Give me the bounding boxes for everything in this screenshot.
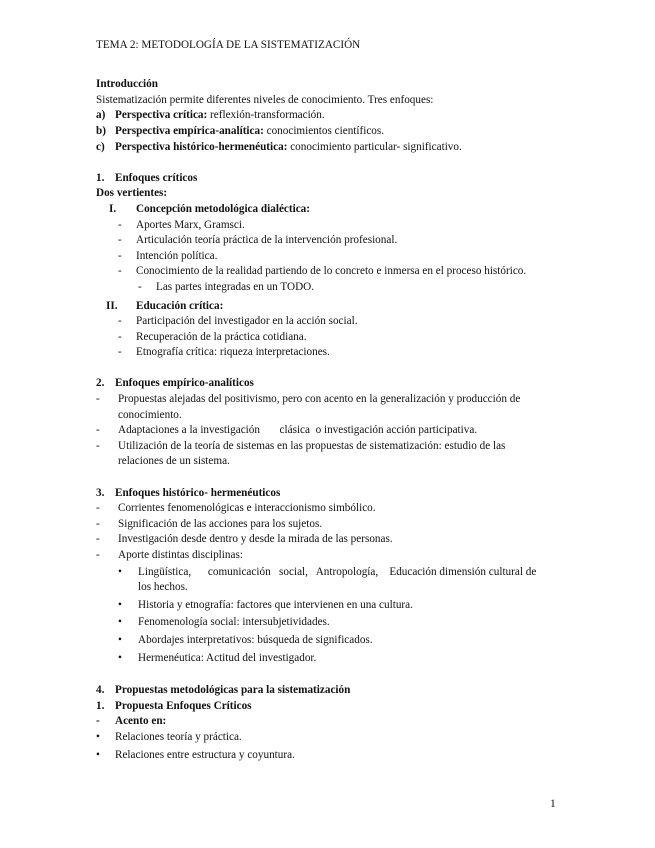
item-marker: a) <box>96 109 106 122</box>
section-1-sub: Dos vertientes: <box>96 187 168 200</box>
bullet-item-continuation: los hechos. <box>138 581 188 594</box>
list-item: - Adaptaciones a la investigación clásica o investigación acción participativa. <box>96 424 478 437</box>
item-marker: c) <box>96 140 105 153</box>
list-item: - Intención política. <box>118 249 218 262</box>
list-item: - Propuestas alejadas del positivismo, pero con acento en la generalización y producción de <box>96 393 521 406</box>
intro-text: Sistematización permite diferentes niveles de conocimiento. Tres enfoques: <box>96 93 434 106</box>
list-item-continuation: conocimiento. <box>118 408 182 421</box>
bullet-icon: • <box>118 616 122 629</box>
bullet-item: • Historia y etnografía: factores que intervienen en una cultura. <box>96 598 560 614</box>
bullet-item: • Fenomenología social: intersubjetividades. <box>96 615 560 631</box>
intro-item-a: a) Perspectiva crítica: reflexión-transformación. <box>96 109 325 122</box>
list-item: - Conocimiento de la realidad partiendo de lo concreto e inmersa en el proceso histórico. <box>118 265 527 278</box>
bullet-icon: • <box>118 565 122 578</box>
section-4-heading: 4. Propuestas metodológicas para la sistematización <box>96 684 351 697</box>
acento-heading: - Acento en: <box>96 715 167 728</box>
sub-list-item: - Las partes integradas en un TODO. <box>138 280 315 293</box>
bullet-icon: • <box>96 730 100 743</box>
section-1-heading: 1. Enfoques críticos <box>96 171 198 184</box>
bullet-icon: • <box>118 633 122 646</box>
bullet-icon: • <box>118 651 122 664</box>
bullet-icon: • <box>96 748 100 761</box>
bullet-item: • Relaciones entre estructura y coyuntura. <box>96 748 560 764</box>
list-item: - Significación de las acciones para los sujetos. <box>96 517 323 530</box>
page-number: 1 <box>550 798 556 810</box>
list-item: - Etnografía crítica: riqueza interpretaciones. <box>118 346 330 359</box>
document-title: TEMA 2: METODOLOGÍA DE LA SISTEMATIZACIÓN <box>96 39 361 51</box>
intro-heading: Introducción <box>96 78 158 91</box>
list-item: - Aportes Marx, Gramsci. <box>118 218 245 231</box>
section-3-heading: 3. Enfoques histórico- hermenéuticos <box>96 486 281 499</box>
list-item-continuation: relaciones de un sistema. <box>118 455 230 468</box>
item-marker: b) <box>96 124 106 137</box>
vertiente-2-heading: II. Educación crítica: <box>106 299 224 312</box>
list-item: - Recuperación de la práctica cotidiana. <box>118 330 307 343</box>
intro-item-c: c) Perspectiva histórico-hermenéutica: conocimiento particular- significativo. <box>96 140 462 153</box>
list-item: - Investigación desde dentro y desde la mirada de las personas. <box>96 533 393 546</box>
list-item: - Articulación teoría práctica de la intervención profesional. <box>118 234 398 247</box>
list-item: - Corrientes fenomenológicas e interaccionismo simbólico. <box>96 502 376 515</box>
list-item: - Utilización de la teoría de sistemas en las propuestas de sistematización: estudio de las <box>96 439 506 452</box>
proposal-1-heading: 1. Propuesta Enfoques Críticos <box>96 699 252 712</box>
bullet-item: • Lingüística, comunicación social, Antropología, Educación dimensión cultural de <box>96 565 560 581</box>
document-page <box>96 38 560 763</box>
list-item: - Participación del investigador en la acción social. <box>118 315 358 328</box>
section-2-heading: 2. Enfoques empírico-analíticos <box>96 377 254 390</box>
bullet-item: • Relaciones teoría y práctica. <box>96 730 560 746</box>
bullet-item: • Hermenéutica: Actitud del investigador. <box>96 651 560 667</box>
vertiente-1-heading: I. Concepción metodológica dialéctica: <box>109 202 310 215</box>
list-item: - Aporte distintas disciplinas: <box>96 549 243 561</box>
bullet-icon: • <box>118 598 122 611</box>
intro-item-b: b) Perspectiva empírica-analítica: conocimientos científicos. <box>96 124 385 137</box>
bullet-item: • Abordajes interpretativos: búsqueda de significados. <box>96 633 560 649</box>
